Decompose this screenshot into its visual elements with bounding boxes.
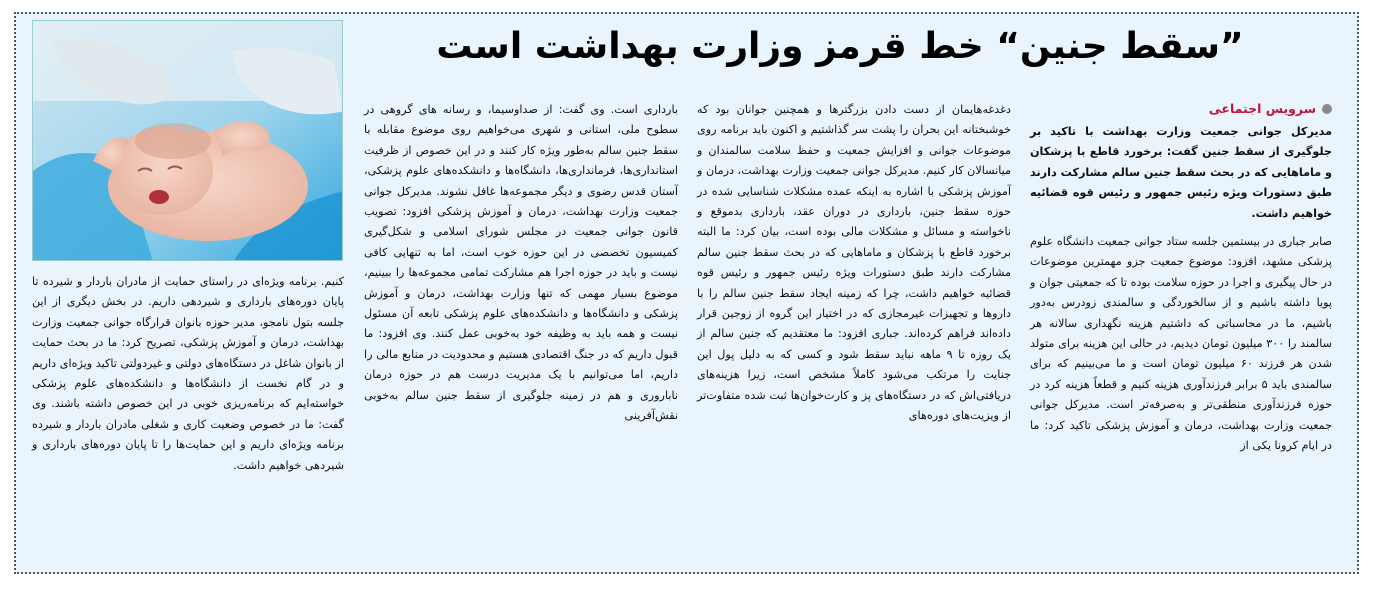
headline: ”سقط جنین“ خط قرمز وزارت بهداشت است xyxy=(436,25,1244,67)
bullet-dot-icon xyxy=(1322,104,1332,114)
column-3-text: بارداری است. وی گفت: از صداوسیما، و رسانه های گروهی در سطوح ملی، استانی و شهری می‌خواهیم روی موضوع مقابله با سقط جنین سالم به‌طور ویژه کار کنند و در این خصوص از ظرفیت استانداری‌ها، فرمانداری‌ها، دانشگاه‌ها و دانشکده‌های علوم پزشکی، آستان قدس رضوی و دیگر مجموعه‌ها غافل نشوند. مدیرکل جوانی جمعیت وزارت بهداشت، درمان و آموزش پزشکی افزود: تصویب قانون جوانی جمعیت در مجلس شورای اسلامی و شکل‌گیری کمیسیون تخصصی در این حوزه خوب است، اما به تنهایی کافی نیست و باید در حوزه اجرا هم مشارکت تمامی مجموعه‌ها را ببینیم، موضوع بسیار مهمی که تنها وزارت بهداشت، درمان و آموزش پزشکی و دانشگاه‌ها و دانشکده‌های علوم پزشکی تابعه آن مسئول نیست و همه باید به وظیفه خود به‌خوبی عمل کنند. وی افزود: ما قبول داریم که در جنگ اقتصادی هستیم و محدودیت در منابع مالی را داریم، اما می‌توانیم با یک مدیریت درست هم در حوزه درمان ناباروری و هم در زمینه جلوگیری از سقط جنین سالم به‌خوبی نقش‌آفرینی xyxy=(364,103,678,423)
article-column-4 xyxy=(32,272,344,476)
baby-image-icon xyxy=(33,21,343,261)
lead-paragraph: مدیرکل جوانی جمعیت وزارت بهداشت با تاکید بر جلوگیری از سقط جنین گفت: برخورد قاطع با پزشکان و ماماهایی که در بحث سقط جنین سالم مشارکت دارند طبق دستورات ویژه رئیس جمهور و رئیس قوه قضائیه خواهیم داشت. xyxy=(1030,125,1332,220)
article-column-2 xyxy=(697,100,1011,427)
column-2-text: دغدغه‌هایمان از دست دادن بزرگترها و همچنین جوانان بود که خوشبختانه این بحران را پشت سر گذاشتیم و اکنون باید برنامه روی موضوعات جوانی و افزایش جمعیت و حفظ سلامت سالمندان و میانسالان کار کنیم. مدیرکل جوانی جمعیت وزارت بهداشت، درمان و آموزش پزشکی با اشاره به اینکه عمده مشکلات شناسایی شده در حوزه سقط جنین، بارداری در دوران عقد، بارداری بدموقع و ناخواسته و مسائل و مشکلات مالی بوده است، بیان کرد: ما البته برخورد قاطع با پزشکان و ماماهایی که در بحث سقط جنین سالم مشارکت دارند طبق دستورات ویژه رئیس جمهور و رئیس قوه قضائیه خواهیم داشت، چرا که زمینه ایجاد سقط جنین سالم را با داروها و تجهیزات غیرمجازی که در اختیار این گروه از زوجین قرار داده‌اند فراهم کرده‌اند. جباری افزود: ما معتقدیم که جنین سالم از یک روزه تا ۹ ماهه نباید سقط شود و کسی که به دلیل پول این جنایت را مرتکب می‌شود کاملاً مشخص است، زیرا هزینه‌های دریافتی‌اش که در دستگاه‌های پز و کارت‌خوان‌ها ثبت شده متفاوت‌تر از ویزیت‌های دوره‌های xyxy=(697,103,1012,423)
newborn-baby-photo xyxy=(32,20,343,261)
service-label-text: سرویس اجتماعی xyxy=(1208,100,1316,116)
column-4-text: کنیم. برنامه ویژه‌ای در راستای حمایت از مادران باردار و شیرده تا پایان دوره‌های بارداری و شیردهی داریم. در بخش دیگری از این جلسه بتول نامجو، مدیر حوزه بانوان قرارگاه جوانی جمعیت وزارت بهداشت، درمان و آموزش پزشکی، تصریح کرد: ما در بحث حمایت از بانوان شاغل در دستگاه‌های دولتی و غیردولتی تاکید ویژه‌ای داریم و در گام نخست از دانشگاه‌ها و دانشکده‌های علوم پزشکی خواسته‌ایم که برنامه‌ریزی خوبی در این خصوص داشته باشند. وی گفت: ما در خصوص وضعیت کاری و شغلی مادران باردار و شیرده برنامه ویژه‌ای داریم و این حمایت‌ها را تا پایان دوره‌های بارداری و شیردهی خواهیم داشت. xyxy=(32,275,344,472)
article-column-3 xyxy=(364,100,678,427)
service-label xyxy=(1030,98,1332,120)
article-column-1 xyxy=(1030,98,1332,457)
column-1-text: صابر جباری در بیستمین جلسه ستاد جوانی جمعیت دانشگاه علوم پزشکی مشهد، افزود: موضوع جمعیت جزو مهمترین موضوعات در حال پیگیری و اجرا در حوزه سلامت بوده تا که جمعیتی جوان و پویا داشته باشیم و از سالخوردگی و سالمندی زودرس به‌دور باشیم، ما در محاسباتی که داشتیم هزینه نگهداری سالانه هر سالمند را ۳۰۰ میلیون تومان دیدیم، در حالی این هزینه برای متولد شدن هر فرزند ۶۰ میلیون تومان است و ما می‌بینیم که برای سالمندی باید ۵ برابر فرزندآوری هزینه کنیم و قطعاً هزینه کرد در حوزه فرزندآوری منطقی‌تر و به‌صرفه‌تر است. مدیرکل جوانی جمعیت وزارت بهداشت، درمان و آموزش پزشکی تاکید کرد: ما در ایام کرونا یکی از xyxy=(1030,235,1332,453)
